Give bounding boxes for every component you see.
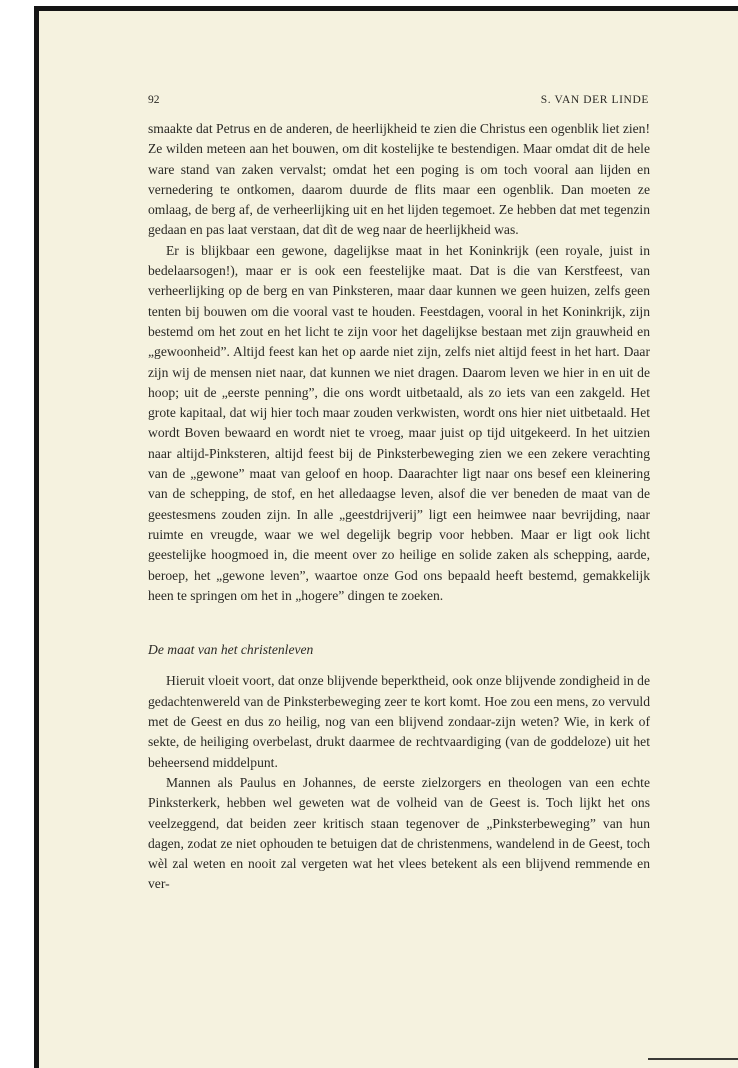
section-heading: De maat van het christenleven — [148, 642, 314, 658]
paragraph-2: Er is blijkbaar een gewone, dagelijkse maat in het Koninkrijk (een royale, juist in bedelaarsogen!), maar er is ook een feestelijke maat. Dat is die van Kerstfeest, van verheerlijking op de berg en van Pinksteren, maar daar kunnen we geen huizen, zelfs geen tenten bij bouwen om die vooral vast te houden. Feestdagen, vooral in het Koninkrijk, zijn bestemd om het zout en het licht te zijn voor het dagelijkse bestaan met zijn grauwheid en „gewoonheid”. Altijd feest kan het op aarde niet zijn, zelfs niet altijd feest in het hart. Daar zijn wij de mensen niet naar, dat kunnen we niet dragen. Daarom leven we hier in en uit de hoop; uit de „eerste penning”, die ons wordt uitbetaald, als zo iets van een zakgeld. Het grote kapitaal, dat wij hier toch maar zouden verkwisten, wordt ons hier niet uitbetaald. Het wordt Boven bewaard en wordt niet te vroeg, maar juist op tijd uitgekeerd. In het uitzien naar altijd-Pinksteren, altijd feest bij de Pinksterbeweging zien we een zekere verachting van de „gewone” maat van geloof en hoop. Daarachter ligt naar ons besef een kleinering van de schepping, de stof, en het alledaagse leven, alsof die ver beneden de maat van de geestesmens zouden zijn. In alle „geestdrijverij” ligt een heimwee naar bevrijding, naar ruimte en vreugde, waar we wel degelijk begrip voor hebben. Maar er ligt ook licht geestelijke hoogmoed in, die meent over zo heilige en solide zaken als schepping, aarde, beroep, het „gewone leven”, waartoe onze God ons bepaald heeft bestemd, gemakkelijk heen te springen om het in „hogere” dingen te zoeken. — [148, 242, 650, 603]
paragraph-3: Hieruit vloeit voort, dat onze blijvende beperktheid, ook onze blijvende zondigheid in de gedachtenwereld van de Pinksterbeweging zeer te kort komt. Hoe zou een mens, zo vervuld met de Geest en dus zo heilig, nog van een blijvend zondaar-zijn weten? Wie, in kerk of sekte, de heiliging overbelast, drukt daarmee de rechtvaardiging (van de goddeloze) uit het beheersend middelpunt. — [148, 673, 650, 770]
running-head: S. VAN DER LINDE — [540, 94, 649, 106]
page-bottom-edge — [648, 1058, 738, 1060]
paragraph-1: smaakte dat Petrus en de anderen, de heerlijkheid te zien die Christus een ogenblik liet zien! Ze wilden meteen aan het bouwen, om dit kostelijke te bestendigen. Maar omdat dit de hele ware stand van zaken vervalst; omdat het een poging is om toch vooral aan lijden en vernedering te ontkomen, daarom duurde de flits maar een ogenblik. Dan moeten ze omlaag, de berg af, de verheerlijking uit en het lijden tegemoet. Ze hebben dat met tegenzin gedaan en pas laat verstaan, dat dìt de weg naar de heerlijkheid was. — [148, 121, 650, 238]
page-header — [146, 94, 651, 110]
paragraph-4: Mannen als Paulus en Johannes, de eerste zielzorgers en theologen van een echte Pinksterkerk, hebben wel geweten wat de volheid van de Geest is. Toch lijkt het ons veelzeggend, dat beiden zeer kritisch staan tegenover de „Pinksterbeweging” van hun dagen, zodat ze niet ophouden te betuigen dat de christenmens, wandelend in de Geest, toch wèl zal weten en nooit zal vergeten wat het vlees betekent als een blijvend remmende en ver- — [148, 774, 650, 892]
body-text — [148, 119, 650, 895]
page-number: 92 — [148, 94, 160, 106]
